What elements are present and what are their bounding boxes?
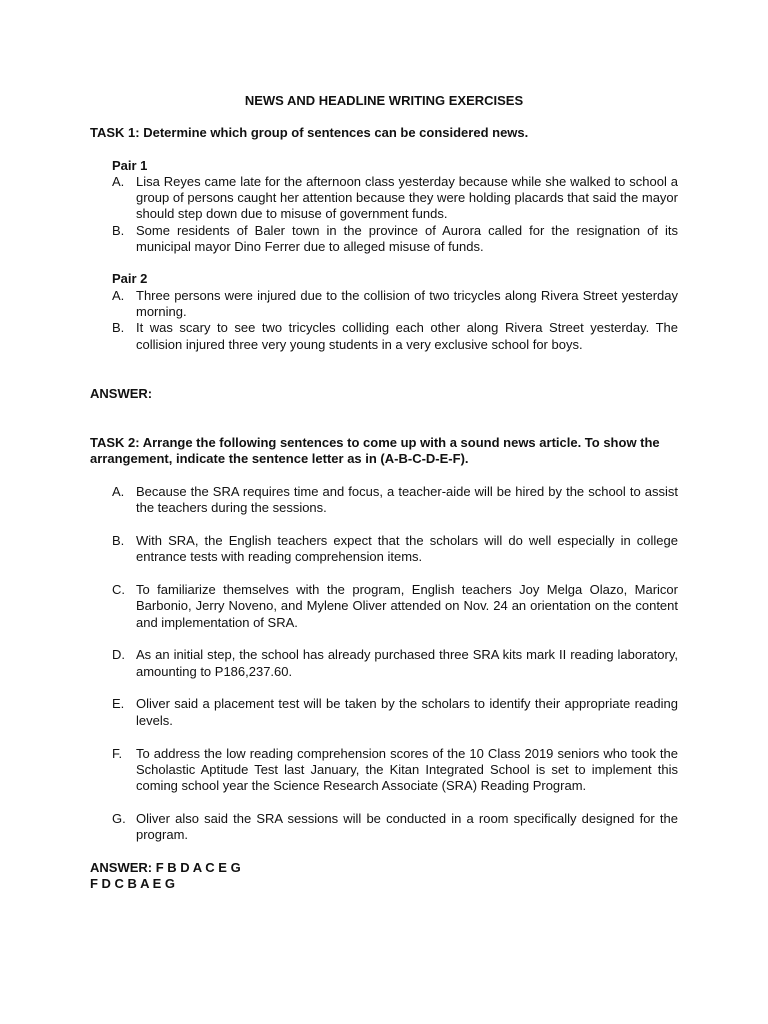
pair2-label: Pair 2 — [112, 271, 148, 287]
task2-answer-line1: ANSWER: F B D A C E G — [90, 860, 241, 875]
list-item — [90, 746, 678, 795]
list-item — [90, 811, 678, 844]
task2-heading: TASK 2: Arrange the following sentences to come up with a sound news article. To show the arrangement, indicate the sentence letter as in (A-B-C-D-E-F). — [90, 435, 660, 467]
item-letter: A. — [112, 287, 125, 303]
task1-answer: ANSWER: — [90, 385, 153, 401]
document-title: NEWS AND HEADLINE WRITING EXERCISES — [244, 93, 524, 108]
list-item — [90, 288, 678, 321]
item-text: Three persons were injured due to the collision of two tricycles along Rivera Street yesterday morning. — [136, 287, 678, 319]
item-letter: C. — [112, 581, 125, 597]
list-item — [90, 320, 678, 353]
item-text: Oliver also said the SRA sessions will be conducted in a room specifically designed for the program. — [136, 810, 678, 843]
item-text: Because the SRA requires time and focus, a teacher-aide will be hired by the school to assist the teachers during the sessions. — [136, 483, 678, 516]
item-text: With SRA, the English teachers expect that the scholars will do well especially in college entrance tests with reading comprehension items. — [136, 532, 678, 565]
item-text: Lisa Reyes came late for the afternoon class yesterday because while she walked to school a group of persons caught her attention because they were holding placards that said the mayor should step down due to misuse of government funds. — [136, 173, 678, 222]
list-item — [90, 582, 678, 631]
list-item — [90, 174, 678, 223]
task1-heading: TASK 1: Determine which group of sentences can be considered news. — [90, 125, 529, 141]
list-item — [90, 223, 678, 256]
item-letter: F. — [112, 745, 123, 761]
item-text: As an initial step, the school has already purchased three SRA kits mark II reading laboratory, amounting to P186,237.60. — [136, 647, 678, 679]
list-item — [90, 647, 678, 680]
item-letter: B. — [112, 320, 125, 336]
list-item — [90, 484, 678, 517]
item-text: To familiarize themselves with the program, English teachers Joy Melga Olazo, Maricor Barbonio, Jerry Noveno, and Mylene Oliver attended on Nov. 24 an orientation on the content and implementation of SRA. — [136, 581, 678, 630]
list-item — [90, 533, 678, 566]
item-text: To address the low reading comprehension scores of the 10 Class 2019 seniors who took the Scholastic Aptitude Test last January, the Kitan Integrated School is set to implement this coming school year the Science Research Associate (SRA) Reading Program. — [136, 745, 678, 794]
item-text: Oliver said a placement test will be taken by the scholars to identify their appropriate reading levels. — [136, 696, 678, 728]
item-letter: E. — [112, 696, 125, 712]
item-letter: A. — [112, 173, 125, 189]
item-text: It was scary to see two tricycles colliding each other along Rivera Street yesterday. The collision injured three very young students in a very exclusive school for boys. — [136, 320, 678, 352]
item-letter: D. — [112, 647, 125, 663]
item-letter: G. — [112, 810, 126, 826]
task2-list — [90, 484, 678, 844]
pair1-list — [90, 174, 678, 255]
item-letter: A. — [112, 483, 125, 499]
item-text: Some residents of Baler town in the province of Aurora called for the resignation of its municipal mayor Dino Ferrer due to alleged misuse of funds. — [136, 222, 678, 255]
pair2-list — [90, 288, 678, 353]
item-letter: B. — [112, 532, 125, 548]
pair1-label: Pair 1 — [112, 157, 148, 173]
document-page — [90, 93, 678, 893]
item-letter: B. — [112, 222, 125, 238]
list-item — [90, 696, 678, 729]
task2-answer-line2: F D C B A E G — [90, 876, 175, 892]
